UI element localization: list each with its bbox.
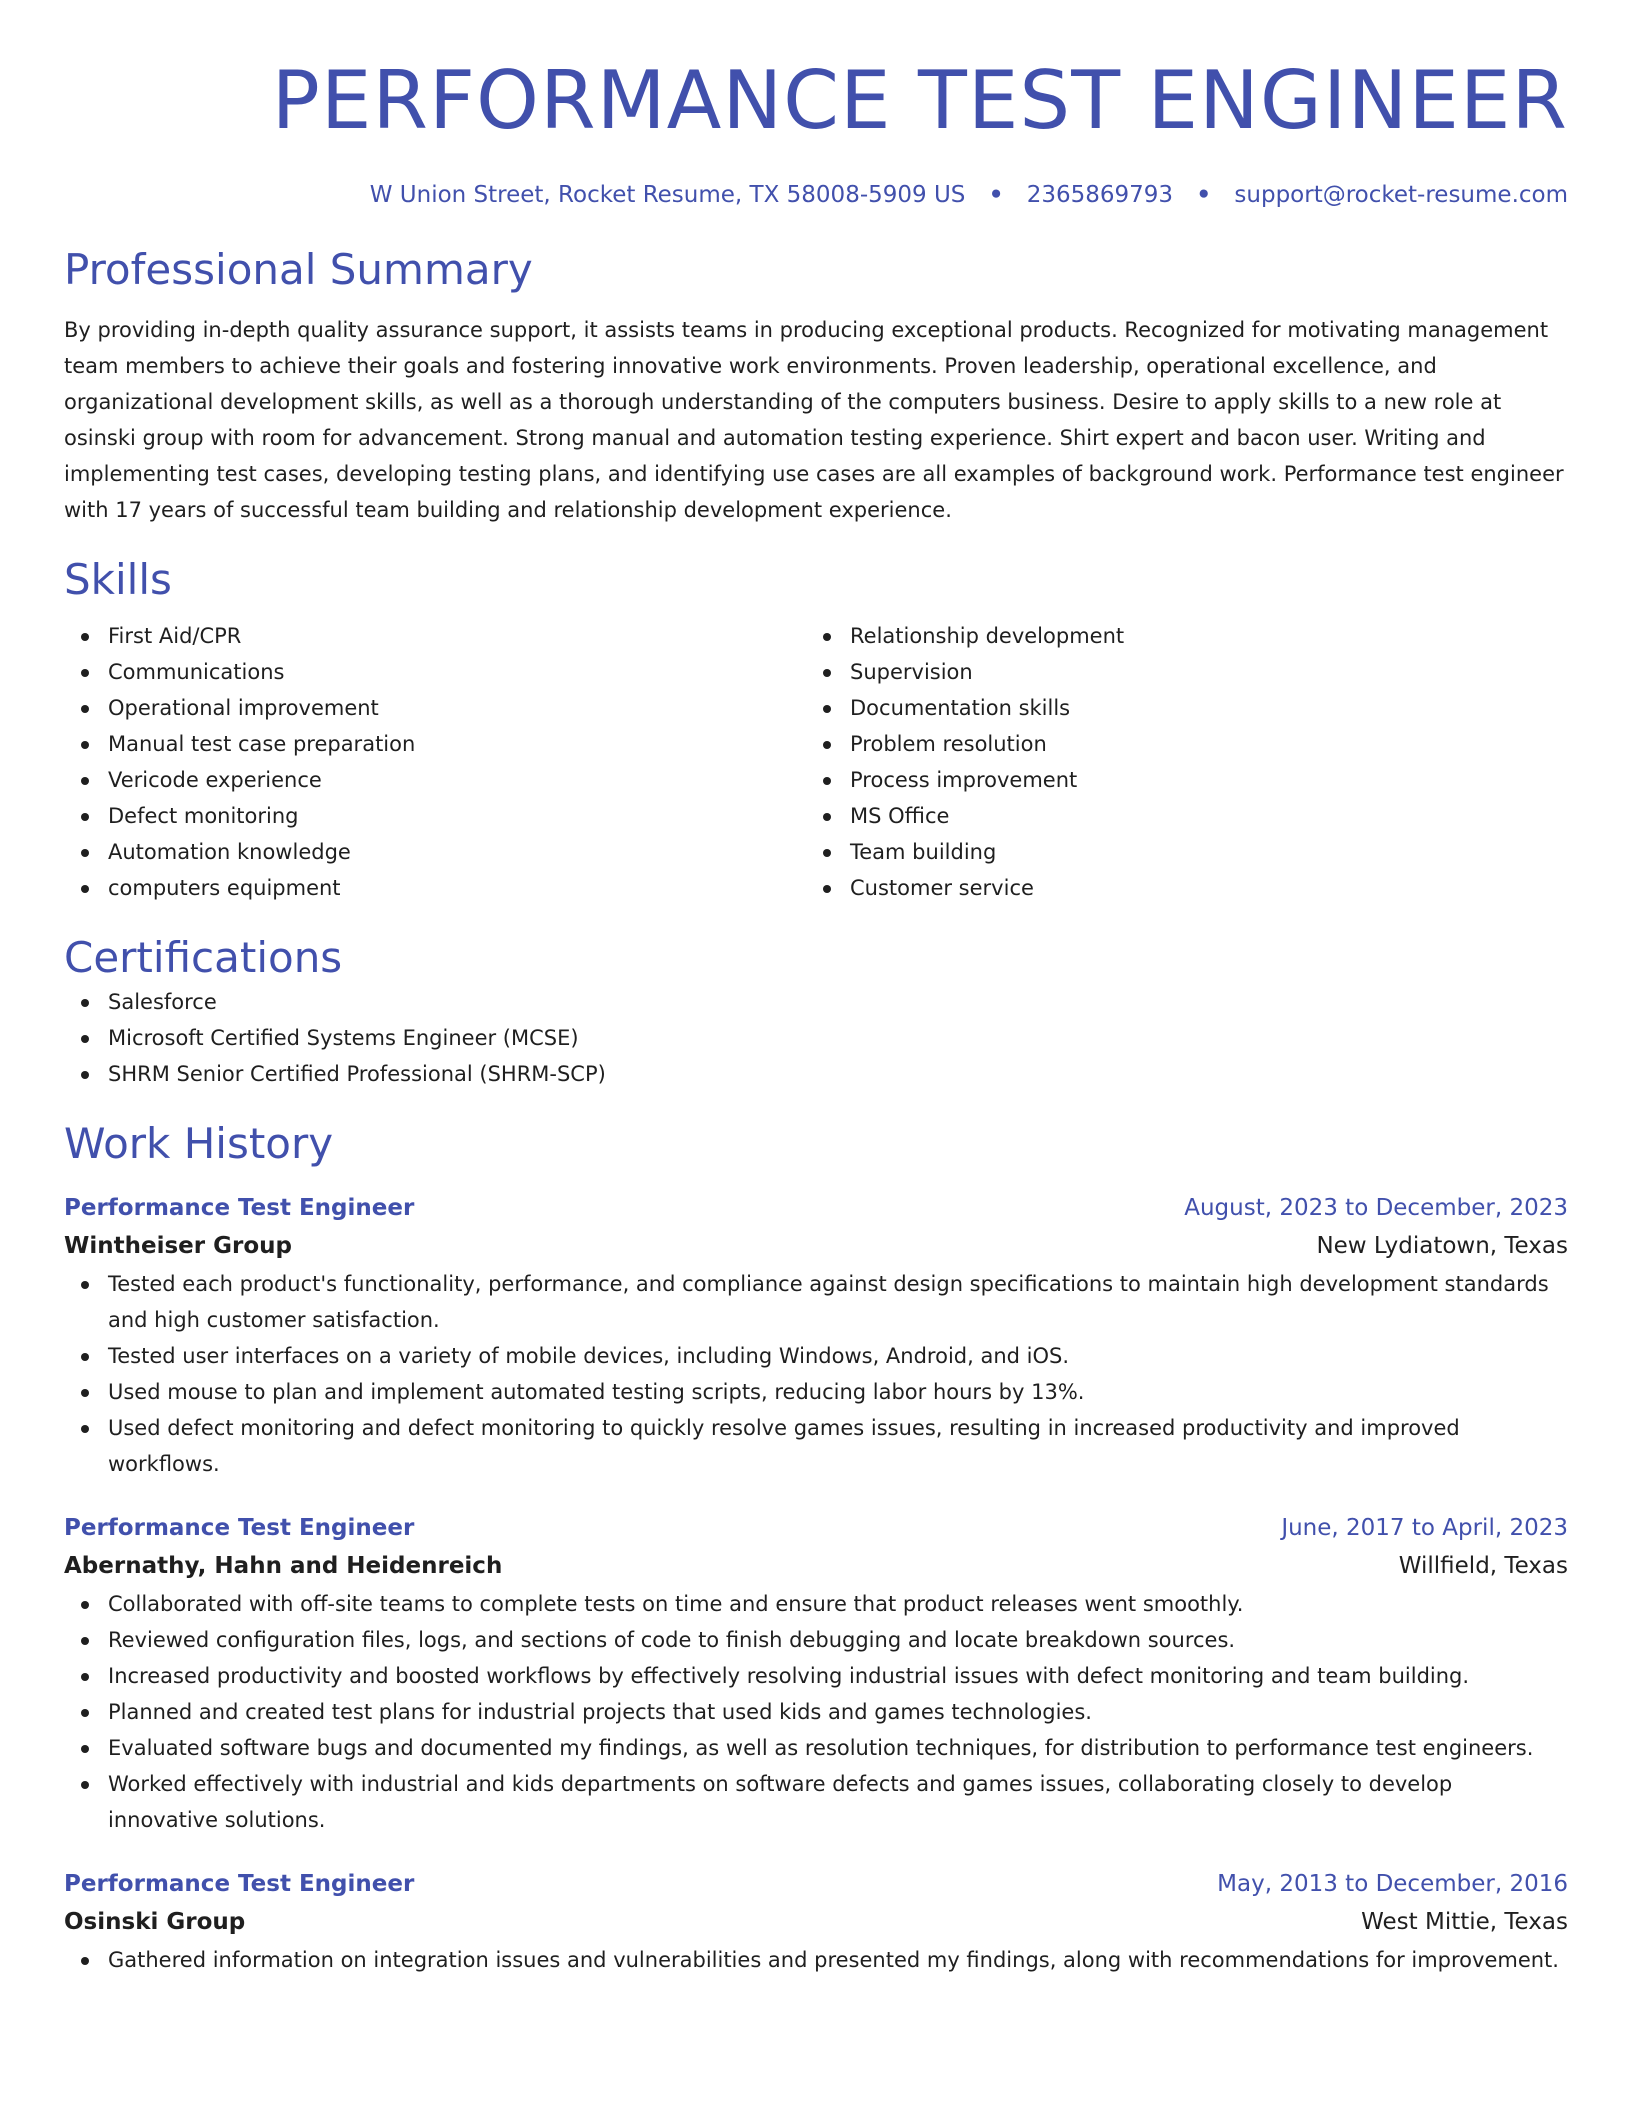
- job-duty: Increased productivity and boosted workflows by effectively resolving industrial issues with defect monitoring and team building.: [64, 1658, 1568, 1694]
- job-duties-list: [64, 1942, 1568, 1978]
- skill-item: Operational improvement: [64, 690, 806, 726]
- job-company: Wintheiser Group: [64, 1233, 292, 1259]
- job-duty: Evaluated software bugs and documented my findings, as well as resolution techniques, for distribution to performance test engineers.: [64, 1730, 1568, 1766]
- job-duty: Used defect monitoring and defect monitoring to quickly resolve games issues, resulting in increased productivity and improved workflows.: [64, 1410, 1568, 1482]
- job-dates: August, 2023 to December, 2023: [1184, 1195, 1568, 1221]
- contact-address: W Union Street, Rocket Resume, TX 58008-5909 US: [369, 182, 966, 208]
- skill-item: Team building: [806, 834, 1548, 870]
- skill-item: Documentation skills: [806, 690, 1548, 726]
- candidate-title: PERFORMANCE TEST ENGINEER: [271, 54, 1568, 147]
- job-company: Osinski Group: [64, 1909, 246, 1935]
- certifications-section: [64, 932, 1568, 1092]
- skills-section: [64, 554, 1568, 906]
- certification-item: Salesforce: [64, 984, 1568, 1020]
- contact-email[interactable]: support@rocket-resume.com: [1234, 182, 1568, 208]
- job-title-row: [64, 1510, 1568, 1546]
- skill-item: Manual test case preparation: [64, 726, 806, 762]
- skill-item: Problem resolution: [806, 726, 1548, 762]
- job-entry: [64, 1510, 1568, 1838]
- job-title-row: [64, 1866, 1568, 1902]
- job-title: Performance Test Engineer: [64, 1515, 415, 1541]
- skill-item: computers equipment: [64, 870, 806, 906]
- section-heading: Work History: [64, 1119, 334, 1168]
- contact-line: [64, 180, 1568, 210]
- job-duty: Gathered information on integration issues and vulnerabilities and presented my findings, along with recommendations for improvement.: [64, 1942, 1568, 1978]
- skills-list-right: [806, 618, 1548, 906]
- job-duty: Tested each product's functionality, performance, and compliance against design specifications to maintain high development standards and high customer satisfaction.: [64, 1266, 1568, 1338]
- job-title: Performance Test Engineer: [64, 1195, 415, 1221]
- job-entry: [64, 1866, 1568, 1978]
- summary-text: By providing in-depth quality assurance support, it assists teams in producing exceptional products. Recognized for motivating management team members to achieve their goals and fostering innovative work environments. Proven leadership, operational excellence, and organizational development skills, as well as a thorough understanding of the computers business. Desire to apply skills to a new role at osinski group with room for advancement. Strong manual and automation testing experience. Shirt expert and bacon user. Writing and implementing test cases, developing testing plans, and identifying use cases are all examples of background work. Performance test engineer with 17 years of successful team building and relationship development experience.: [64, 318, 1564, 522]
- contact-phone: 2365869793: [1026, 182, 1174, 208]
- section-heading: Professional Summary: [64, 245, 533, 294]
- job-duty: Collaborated with off-site teams to complete tests on time and ensure that product releases went smoothly.: [64, 1586, 1568, 1622]
- skill-item: Automation knowledge: [64, 834, 806, 870]
- job-company-row: [64, 1546, 1568, 1586]
- skill-item: Relationship development: [806, 618, 1548, 654]
- job-location: West Mittie, Texas: [1361, 1909, 1568, 1935]
- skill-item: Defect monitoring: [64, 798, 806, 834]
- job-title-row: [64, 1190, 1568, 1226]
- job-location: New Lydiatown, Texas: [1316, 1233, 1568, 1259]
- job-title: Performance Test Engineer: [64, 1871, 415, 1897]
- job-dates: May, 2013 to December, 2016: [1217, 1871, 1568, 1897]
- skills-grid: [64, 618, 1568, 906]
- work-history-section: [64, 1118, 1568, 1978]
- job-duties-list: [64, 1266, 1568, 1482]
- job-company: Abernathy, Hahn and Heidenreich: [64, 1553, 503, 1579]
- skill-item: MS Office: [806, 798, 1548, 834]
- section-heading: Certifications: [64, 933, 343, 982]
- resume-header: [64, 0, 1568, 210]
- job-dates: June, 2017 to April, 2023: [1281, 1515, 1568, 1541]
- job-duty: Used mouse to plan and implement automated testing scripts, reducing labor hours by 13%.: [64, 1374, 1568, 1410]
- job-duty: Reviewed configuration files, logs, and sections of code to finish debugging and locate breakdown sources.: [64, 1622, 1568, 1658]
- section-heading: Skills: [64, 555, 172, 604]
- certification-item: SHRM Senior Certified Professional (SHRM-SCP): [64, 1056, 1568, 1092]
- contact-separator: •: [988, 182, 1004, 208]
- professional-summary-section: [64, 244, 1568, 528]
- job-duty: Planned and created test plans for industrial projects that used kids and games technologies.: [64, 1694, 1568, 1730]
- job-company-row: [64, 1226, 1568, 1266]
- skill-item: Process improvement: [806, 762, 1548, 798]
- job-duties-list: [64, 1586, 1568, 1838]
- skill-item: Customer service: [806, 870, 1548, 906]
- skills-list-left: [64, 618, 806, 906]
- certification-item: Microsoft Certified Systems Engineer (MCSE): [64, 1020, 1568, 1056]
- job-duty: Worked effectively with industrial and kids departments on software defects and games issues, collaborating closely to develop innovative solutions.: [64, 1766, 1568, 1838]
- skill-item: Vericode experience: [64, 762, 806, 798]
- job-company-row: [64, 1902, 1568, 1942]
- contact-separator: •: [1196, 182, 1212, 208]
- skill-item: First Aid/CPR: [64, 618, 806, 654]
- skill-item: Communications: [64, 654, 806, 690]
- certifications-list: [64, 984, 1568, 1092]
- skill-item: Supervision: [806, 654, 1548, 690]
- job-location: Willfield, Texas: [1398, 1553, 1568, 1579]
- job-duty: Tested user interfaces on a variety of mobile devices, including Windows, Android, and iOS.: [64, 1338, 1568, 1374]
- job-entry: [64, 1190, 1568, 1482]
